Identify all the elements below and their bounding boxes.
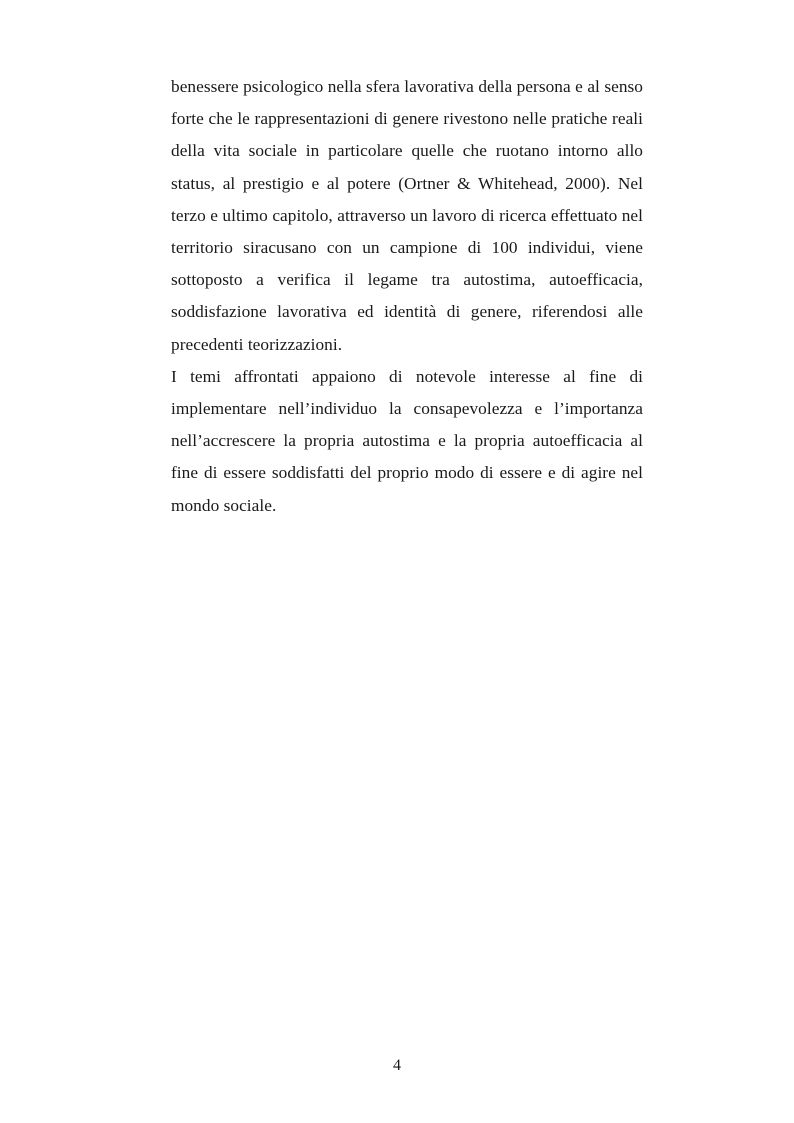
page-number: 4: [393, 1057, 401, 1074]
body-text: [171, 71, 643, 522]
paragraph-1: benessere psicologico nella sfera lavorativa della persona e al senso forte che le rappresentazioni di genere rivestono nelle pratiche reali della vita sociale in particolare quelle che ruotano intorno allo status, al prestigio e al potere (Ortner & Whitehead, 2000). Nel terzo e ultimo capitolo, attraverso un lavoro di ricerca effettuato nel territorio siracusano con un campione di 100 individui, viene sottoposto a verifica il legame tra autostima, autoefficacia, soddisfazione lavorativa ed identità di genere, riferendosi alle precedenti teorizzazioni.: [171, 77, 643, 354]
paragraph-2: I temi affrontati appaiono di notevole interesse al fine di implementare nell’individuo la consapevolezza e l’importanza nell’accrescere la propria autostima e la propria autoefficacia al fine di essere soddisfatti del proprio modo di essere e di agire nel mondo sociale.: [171, 366, 643, 515]
